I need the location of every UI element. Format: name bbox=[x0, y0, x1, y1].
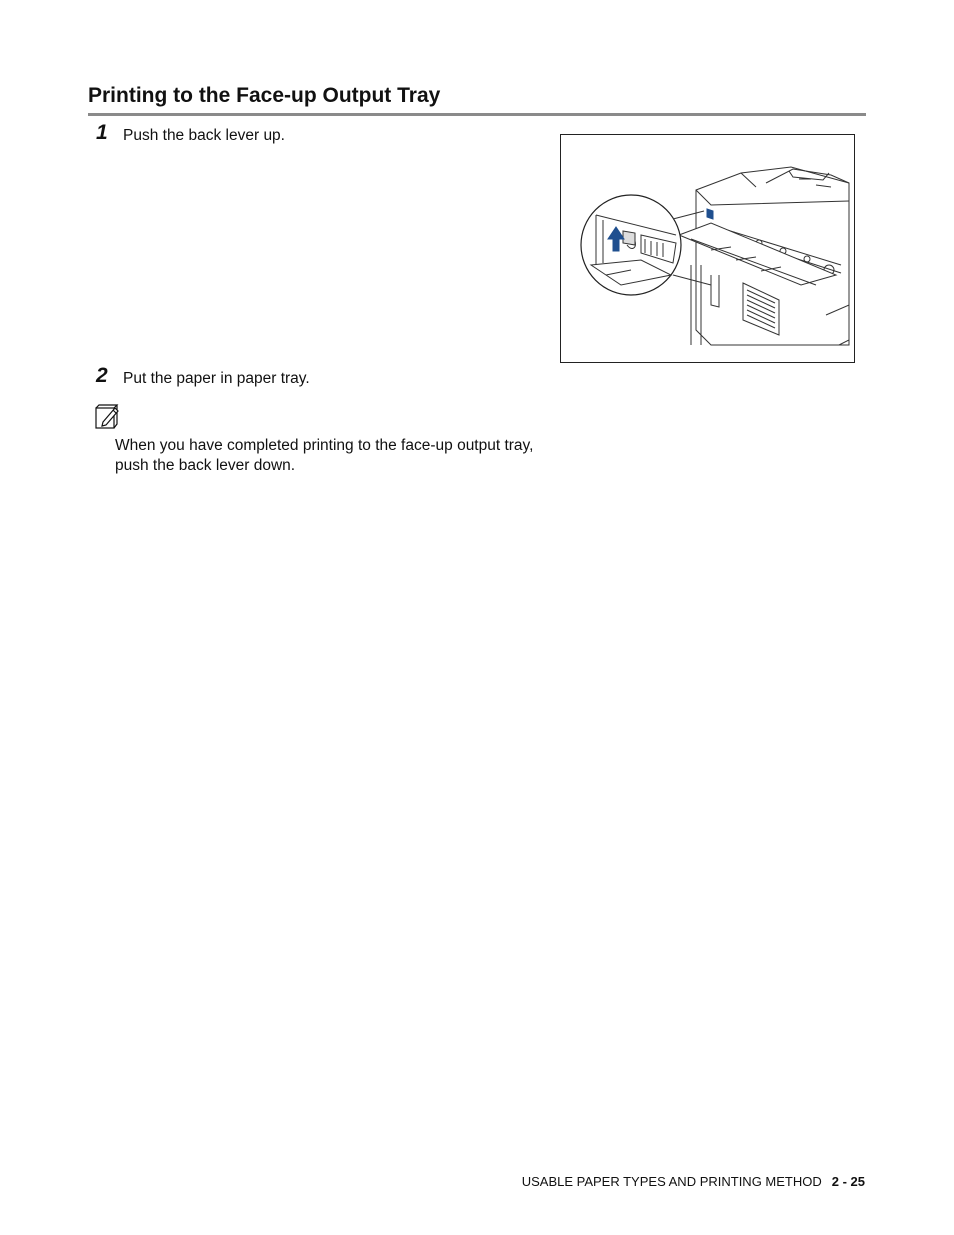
printer-back-lever-figure bbox=[560, 134, 855, 363]
step-2-text: Put the paper in paper tray. bbox=[123, 370, 310, 387]
page-footer bbox=[522, 1173, 865, 1191]
step-1-number: 1 bbox=[96, 121, 108, 144]
printer-back-lever-illustration bbox=[561, 135, 854, 362]
note-pencil-icon bbox=[95, 404, 121, 430]
step-2-number: 2 bbox=[96, 364, 108, 387]
footer-page-number: 2 - 25 bbox=[831, 1174, 865, 1189]
step-1-text: Push the back lever up. bbox=[123, 127, 285, 144]
title-underline bbox=[88, 113, 866, 116]
page-title: Printing to the Face-up Output Tray bbox=[88, 84, 441, 107]
note-text: When you have completed printing to the face-up output tray, push the back lever down. bbox=[115, 437, 534, 474]
footer-chapter-label: USABLE PAPER TYPES AND PRINTING METHOD bbox=[521, 1174, 822, 1189]
